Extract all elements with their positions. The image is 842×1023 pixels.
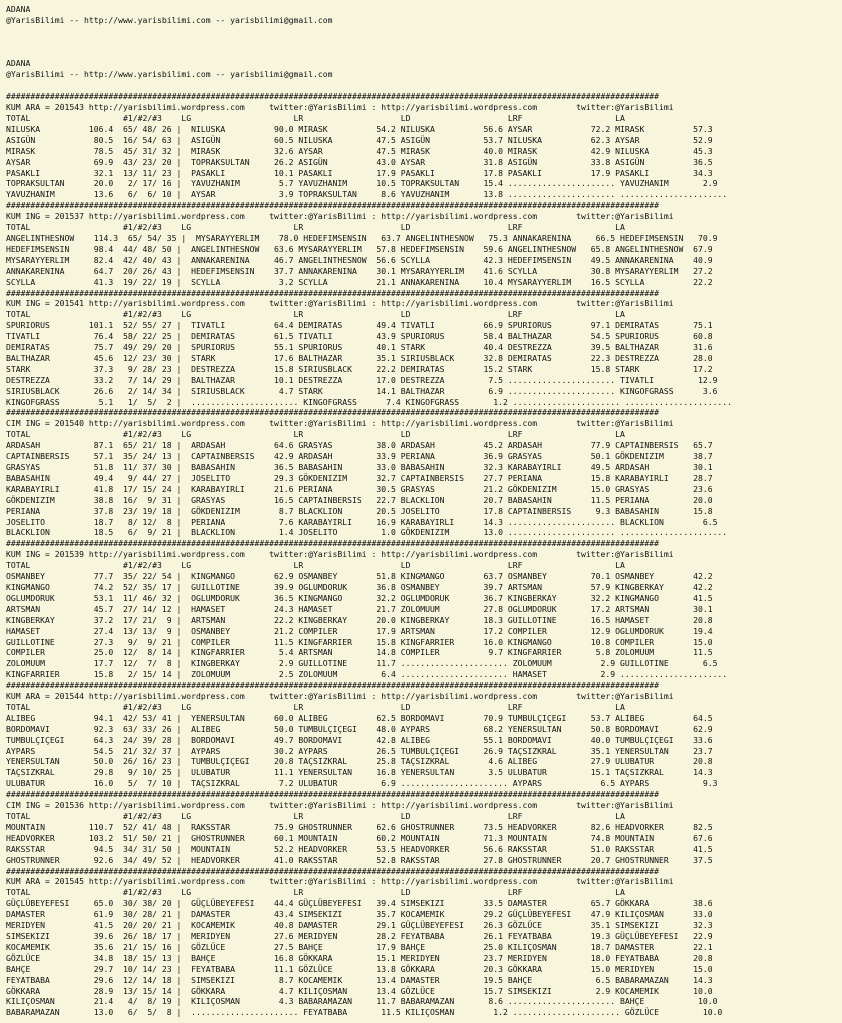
table-row: MERIDYEN 41.5 20/ 20/ 21 | KOCAMEMIK 40.8 DAMASTER 29.1 GÜÇLÜBEYEFESI 26.3 GÖZLÜCE 35.1 SIMSEKIZI 32.3 (6, 920, 713, 931)
table-row: COMPILER 25.0 12/ 8/ 14 | KINGFARRIER 5.4 ARTSMAN 14.8 COMPILER 9.7 KINGFARRIER 5.8 ZOLOMUUM 11.5 (6, 647, 713, 658)
table-header-row: TOTAL #1/#2/#3 LG LR LD LRF LA (6, 811, 625, 821)
table-row: GUILLOTINE 27.3 9/ 9/ 21 | COMPILER 11.5 KINGFARRIER 15.8 KINGFARRIER 16.0 KINGMANGO 10.8 COMPILER 15.0 (6, 636, 713, 647)
table-row: ZOLOMUUM 17.7 12/ 7/ 8 | KINGBERKAY 2.9 GUILLOTINE 11.7 ...................... ZOLOMUUM 2.9 GUILLOTINE 6.5 (6, 658, 718, 669)
table-row: TAÇSIZKRAL 29.8 9/ 10/ 25 | ULUBATUR 11.1 YENERSULTAN 16.8 YENERSULTAN 3.5 ULUBATUR 15.1 TAÇSIZKRAL 14.3 (6, 767, 713, 778)
table-row: KARABAYIRLI 41.8 17/ 15/ 24 | KARABAYIRLI 21.6 PERIANA 30.5 GRASYAS 21.2 GÖKDENIZIM 15.0 GRASYAS 23.6 (6, 483, 713, 494)
table-row: ARTSMAN 45.7 27/ 14/ 12 | HAMASET 24.3 HAMASET 21.7 ZOLOMUUM 27.8 OGLUMDORUK 17.2 ARTSMAN 30.1 (6, 603, 713, 614)
table-row: YAVUZHANIM 13.6 6/ 6/ 10 | AYSAR 3.9 TOPRAKSULTAN 8.6 YAVUZHANIM 13.8 ...................... ...................... (6, 189, 728, 200)
table-header-row: TOTAL #1/#2/#3 LG LR LD LRF LA (6, 887, 625, 898)
header-contact: @YarisBilimi -- http://www.yarisbilimi.com -- yarisbilimi@gmail.com (6, 14, 333, 25)
spacer (6, 26, 836, 37)
race-block-title: KUM ARA = 201543 http://yarisbilimi.wordpress.com twitter:@YarisBilimi : http://yarisbilimi.wordpress.com twitter:@YarisBilimi (6, 102, 674, 113)
table-row: HEADVORKER 103.2 51/ 50/ 21 | GHOSTRUNNER 60.1 MOUNTAIN 60.2 MOUNTAIN 71.3 MOUNTAIN 74.8 MOUNTAIN 67.6 (6, 832, 713, 843)
table-row: AYSAR 69.9 43/ 23/ 20 | TOPRAKSULTAN 26.2 ASIGÜN 43.0 AYSAR 31.8 ASIGÜN 33.8 ASIGÜN 36.5 (6, 156, 713, 167)
table-row: GÖZLÜCE 34.8 18/ 15/ 13 | BAHÇE 16.8 GÖKKARA 15.1 MERIDYEN 23.7 MERIDYEN 18.0 FEYATBABA 20.8 (6, 952, 713, 963)
table-row: OGLUMDORUK 53.1 11/ 46/ 32 | OGLUMDORUK 36.5 KINGMANGO 32.2 OGLUMDORUK 36.7 KINGBERKAY 32.2 KINGMANGO 41.5 (6, 592, 713, 603)
table-row: KINGOFGRASS 5.1 1/ 5/ 2 | ...................... KINGOFGRASS 7.4 KINGOFGRASS 1.2 ...................... ...................... (6, 396, 733, 407)
table-row: BORDOMAVI 92.3 63/ 33/ 26 | ALIBEG 50.0 TUMBULÇIÇEGI 48.0 AYPARS 68.2 YENERSULTAN 50.8 BORDOMAVI 62.9 (6, 723, 713, 734)
table-row: ARDASAH 87.1 65/ 21/ 18 | ARDASAH 64.6 GRASYAS 38.0 ARDASAH 45.2 ARDASAH 77.9 CAPTAINBERSIS 65.7 (6, 440, 713, 451)
table-row: MYSARAYYERLIM 82.4 42/ 40/ 43 | ANNAKARENINA 46.7 ANGELINTHESNOW 56.6 SCYLLA 42.3 HEDEFIMSENSIN 49.5 ANNAKARENINA 40.9 (6, 254, 713, 265)
race-block-title: KUM ARA = 201544 http://yarisbilimi.wordpress.com twitter:@YarisBilimi : http://yarisbilimi.wordpress.com twitter:@YarisBilimi (6, 691, 674, 702)
spacer (6, 48, 836, 59)
table-row: ANNAKARENINA 64.7 20/ 26/ 43 | HEDEFIMSENSIN 37.7 ANNAKARENINA 30.1 MYSARAYYERLIM 41.6 SCYLLA 30.8 MYSARAYYERLIM 27.2 (6, 265, 713, 276)
table-row: SIRIUSBLACK 26.6 2/ 14/ 34 | SIRIUSBLACK 4.7 STARK 14.1 BALTHAZAR 6.9 ...................... KINGOFGRASS 3.6 (6, 385, 718, 396)
spacer (6, 37, 836, 48)
table-row: GÖKDENIZIM 38.8 16/ 9/ 31 | GRASYAS 16.5 CAPTAINBERSIS 22.7 BLACKLION 20.7 BABASAHIN 11.5 PERIANA 20.0 (6, 494, 713, 505)
table-row: BAHÇE 29.7 10/ 14/ 23 | FEYATBABA 11.1 GÖZLÜCE 13.8 GÖKKARA 20.3 GÖKKARA 15.0 MERIDYEN 15.0 (6, 963, 713, 974)
table-row: ULUBATUR 16.0 5/ 7/ 10 | TAÇSIZKRAL 7.2 ULUBATUR 6.9 ...................... AYPARS 6.5 AYPARS 9.3 (6, 778, 718, 789)
separator-line: ###################################################################################################################################### (6, 200, 659, 211)
table-row: GÜÇLÜBEYEFESI 65.0 30/ 38/ 20 | GÜÇLÜBEYEFESI 44.4 GÜÇLÜBEYEFESI 39.4 SIMSEKIZI 33.5 DAMASTER 65.7 GÖKKARA 38.6 (6, 898, 713, 909)
table-header-row: TOTAL #1/#2/#3 LG LR LD LRF LA (6, 701, 625, 712)
table-row: OSMANBEY 77.7 35/ 22/ 54 | KINGMANGO 62.9 OSMANBEY 51.8 KINGMANGO 63.7 OSMANBEY 70.1 OSMANBEY 42.2 (6, 571, 713, 582)
race-block-title: KUM ARA = 201545 http://yarisbilimi.wordpress.com twitter:@YarisBilimi : http://yarisbilimi.wordpress.com twitter:@YarisBilimi (6, 876, 674, 887)
race-block-title: CIM ING = 201540 http://yarisbilimi.wordpress.com twitter:@YarisBilimi : http://yarisbilimi.wordpress.com twitter:@YarisBilimi (6, 418, 674, 429)
table-row: SCYLLA 41.3 19/ 22/ 19 | SCYLLA 3.2 SCYLLA 21.1 ANNAKARENINA 10.4 MYSARAYYERLIM 16.5 SCYLLA 22.2 (6, 276, 713, 287)
table-row: KINGFARRIER 15.8 2/ 15/ 14 | ZOLOMUUM 2.5 ZOLOMUUM 6.4 ...................... HAMASET 2.9 ...................... (6, 669, 728, 680)
table-row: BLACKLION 18.5 6/ 9/ 21 | BLACKLION 1.4 JOSELITO 1.0 GÖKDENIZIM 13.0 ...................... ...................... (6, 527, 728, 538)
separator-line: ###################################################################################################################################### (6, 538, 659, 549)
table-row: RAKSSTAR 94.5 34/ 31/ 50 | MOUNTAIN 52.2 HEADVORKER 53.5 HEADVORKER 56.6 RAKSSTAR 51.0 RAKSSTAR 41.5 (6, 843, 713, 854)
table-row: CAPTAINBERSIS 57.1 35/ 24/ 13 | CAPTAINBERSIS 42.9 ARDASAH 33.9 PERIANA 36.9 GRASYAS 50.1 GÖKDENIZIM 38.7 (6, 451, 713, 462)
table-row: AYPARS 54.5 21/ 32/ 37 | AYPARS 30.2 AYPARS 26.5 TUMBULÇIÇEGI 26.9 TAÇSIZKRAL 35.1 YENERSULTAN 23.7 (6, 745, 713, 756)
table-row: ALIBEG 94.1 42/ 53/ 41 | YENERSULTAN 60.0 ALIBEG 62.5 BORDOMAVI 70.9 TUMBULÇIÇEGI 53.7 ALIBEG 64.5 (6, 712, 713, 723)
table-header-row: TOTAL #1/#2/#3 LG LR LD LRF LA (6, 113, 625, 123)
header-city-repeat: ADANA (6, 58, 31, 69)
race-block-title: KUM ING = 201541 http://yarisbilimi.wordpress.com twitter:@YarisBilimi : http://yarisbilimi.wordpress.com twitter:@YarisBilimi (6, 298, 674, 309)
spacer (6, 80, 836, 91)
table-row: TOPRAKSULTAN 20.0 2/ 17/ 16 | YAVUZHANIM 5.7 YAVUZHANIM 10.5 TOPRAKSULTAN 15.4 ...................... YAVUZHANIM 2.9 (6, 178, 718, 189)
table-row: DAMASTER 61.9 30/ 28/ 21 | DAMASTER 43.4 SIMSEKIZI 35.7 KOCAMEMIK 29.2 GÜÇLÜBEYEFESI 47.9 KILIÇOSMAN 33.0 (6, 909, 713, 920)
table-row: DESTREZZA 33.2 7/ 14/ 29 | BALTHAZAR 10.1 DESTREZZA 17.0 DESTREZZA 7.5 ...................... TIVATLI 12.9 (6, 374, 718, 385)
table-row: MIRASK 78.5 45/ 31/ 32 | MIRASK 32.6 AYSAR 47.5 MIRASK 40.0 MIRASK 42.9 NILUSKA 45.3 (6, 145, 713, 156)
table-row: MOUNTAIN 110.7 52/ 41/ 48 | RAKSSTAR 75.9 GHOSTRUNNER 62.6 GHOSTRUNNER 73.5 HEADVORKER 82.6 HEADVORKER 82.5 (6, 821, 713, 832)
table-row: GRASYAS 51.8 11/ 37/ 30 | BABASAHIN 36.5 BABASAHIN 33.0 BABASAHIN 32.3 KARABAYIRLI 49.5 ARDASAH 30.1 (6, 462, 713, 472)
separator-line: ###################################################################################################################################### (6, 91, 659, 102)
table-row: KILIÇOSMAN 21.4 4/ 8/ 19 | KILIÇOSMAN 4.3 BABARAMAZAN 11.7 BABARAMAZAN 8.6 ...................... BAHÇE 10.0 (6, 996, 718, 1007)
table-header-row: TOTAL #1/#2/#3 LG LR LD LRF LA (6, 309, 625, 320)
table-header-row: TOTAL #1/#2/#3 LG LR LD LRF LA (6, 560, 625, 571)
race-block-title: KUM ING = 201539 http://yarisbilimi.wordpress.com twitter:@YarisBilimi : http://yarisbilimi.wordpress.com twitter:@YarisBilimi (6, 549, 674, 560)
table-row: DEMIRATAS 75.7 49/ 29/ 20 | SPURIORUS 55.1 SPURIORUS 40.1 STARK 40.4 DESTREZZA 39.5 BALTHAZAR 31.6 (6, 342, 713, 353)
separator-line: ###################################################################################################################################### (6, 865, 659, 876)
race-block-title: KUM ING = 201537 http://yarisbilimi.wordpress.com twitter:@YarisBilimi : http://yarisbilimi.wordpress.com twitter:@YarisBilimi (6, 211, 674, 222)
table-row: HAMASET 27.4 13/ 13/ 9 | OSMANBEY 21.2 COMPILER 17.9 ARTSMAN 17.2 COMPILER 12.9 OGLUMDORUK 19.4 (6, 625, 713, 636)
table-row: KOCAMEMIK 35.6 21/ 15/ 16 | GÖZLÜCE 27.5 BAHÇE 17.9 BAHÇE 25.0 KILIÇOSMAN 18.7 DAMASTER 22.1 (6, 941, 713, 952)
header-city: ADANA (6, 4, 31, 14)
table-row: SIMSEKIZI 39.6 26/ 18/ 17 | MERIDYEN 27.6 MERIDYEN 28.2 FEYATBABA 26.1 FEYATBABA 19.3 GÜÇLÜBEYEFESI 22.9 (6, 930, 713, 941)
table-row: TUMBULÇIÇEGI 64.3 24/ 39/ 28 | BORDOMAVI 49.7 BORDOMAVI 42.8 ALIBEG 55.1 BORDOMAVI 40.0 TUMBULÇIÇEGI 33.6 (6, 734, 713, 745)
table-row: HEDEFIMSENSIN 98.4 44/ 48/ 50 | ANGELINTHESNOW 63.6 MYSARAYYERLIM 57.8 HEDEFIMSENSIN 59.6 ANGELINTHESNOW 65.8 ANGELINTHESNOW 67.9 (6, 243, 713, 254)
table-row: BABARAMAZAN 13.0 6/ 5/ 8 | ...................... FEYATBABA 11.5 KILIÇOSMAN 1.2 ...................... GÖZLÜCE 10.0 (6, 1007, 723, 1018)
table-row: PERIANA 37.8 23/ 19/ 18 | GÖKDENIZIM 8.7 BLACKLION 20.5 JOSELITO 17.8 CAPTAINBERSIS 9.3 BABASAHIN 15.8 (6, 505, 713, 516)
table-row: JOSELITO 18.7 8/ 12/ 8 | PERIANA 7.6 KARABAYIRLI 16.9 KARABAYIRLI 14.3 ...................... BLACKLION 6.5 (6, 516, 718, 527)
table-header-row: TOTAL #1/#2/#3 LG LR LD LRF LA (6, 429, 625, 440)
table-row: STARK 37.3 9/ 28/ 23 | DESTREZZA 15.8 SIRIUSBLACK 22.2 DEMIRATAS 15.2 STARK 15.8 STARK 17.2 (6, 363, 713, 374)
table-row: GHOSTRUNNER 92.6 34/ 49/ 52 | HEADVORKER 41.0 RAKSSTAR 52.8 RAKSSTAR 27.8 GHOSTRUNNER 20.7 GHOSTRUNNER 37.5 (6, 854, 713, 865)
table-row: SPURIORUS 101.1 52/ 55/ 27 | TIVATLI 64.4 DEMIRATAS 49.4 TIVATLI 66.9 SPURIORUS 97.1 DEMIRATAS 75.1 (6, 320, 713, 331)
table-row: GÖKKARA 28.9 13/ 15/ 14 | GÖKKARA 4.7 KILIÇOSMAN 13.4 GÖZLÜCE 15.7 SIMSEKIZI 2.9 KOCAMEMIK 10.0 (6, 985, 713, 996)
race-blocks (6, 91, 836, 1018)
race-block-title: CIM ING = 201536 http://yarisbilimi.wordpress.com twitter:@YarisBilimi : http://yarisbilimi.wordpress.com twitter:@YarisBilimi (6, 800, 674, 811)
table-row: TIVATLI 76.4 58/ 22/ 25 | DEMIRATAS 61.5 TIVATLI 43.9 SPURIORUS 58.4 BALTHAZAR 54.5 SPURIORUS 60.8 (6, 331, 713, 342)
table-row: ASIGÜN 80.5 16/ 54/ 63 | ASIGÜN 60.5 NILUSKA 47.5 ASIGÜN 53.7 NILUSKA 62.3 AYSAR 52.9 (6, 134, 713, 145)
table-row: FEYATBABA 29.6 12/ 14/ 18 | SIMSEKIZI 8.7 KOCAMEMIK 13.4 DAMASTER 19.5 BAHÇE 6.5 BABARAMAZAN 14.3 (6, 974, 713, 985)
table-row: NILUSKA 106.4 65/ 48/ 26 | NILUSKA 90.0 MIRASK 54.2 NILUSKA 56.6 AYSAR 72.2 MIRASK 57.3 (6, 123, 713, 134)
table-row: YENERSULTAN 50.0 26/ 16/ 23 | TUMBULÇIÇEGI 20.8 TAÇSIZKRAL 25.8 TAÇSIZKRAL 4.6 ALIBEG 27.9 ULUBATUR 20.8 (6, 756, 713, 767)
separator-line: ###################################################################################################################################### (6, 680, 659, 691)
table-row: KINGMANGO 74.2 52/ 35/ 17 | GUILLOTINE 39.9 OGLUMDORUK 36.8 OSMANBEY 39.7 ARTSMAN 57.9 KINGBERKAY 42.2 (6, 581, 713, 592)
table-row: BABASAHIN 49.4 9/ 44/ 27 | JOSELITO 29.3 GÖKDENIZIM 32.7 CAPTAINBERSIS 27.7 PERIANA 15.8 KARABAYIRLI 28.7 (6, 472, 713, 483)
separator-line: ###################################################################################################################################### (6, 287, 659, 298)
table-row: BALTHAZAR 45.6 12/ 23/ 30 | STARK 17.6 BALTHAZAR 35.1 SIRIUSBLACK 32.8 DEMIRATAS 22.3 DESTREZZA 28.0 (6, 352, 713, 363)
header-contact-repeat: @YarisBilimi -- http://www.yarisbilimi.com -- yarisbilimi@gmail.com (6, 69, 333, 80)
separator-line: ###################################################################################################################################### (6, 407, 659, 418)
table-row: ANGELINTHESNOW 114.3 65/ 54/ 35 | MYSARAYYERLIM 78.0 HEDEFIMSENSIN 63.7 ANGELINTHESNOW 75.3 ANNAKARENINA 66.5 HEDEFIMSENSIN 70.9 (6, 232, 718, 243)
table-row: PASAKLI 32.1 13/ 11/ 23 | PASAKLI 10.1 PASAKLI 17.9 PASAKLI 17.8 PASAKLI 17.9 PASAKLI 34.3 (6, 167, 713, 178)
separator-line: ###################################################################################################################################### (6, 789, 659, 800)
table-row: KINGBERKAY 37.2 17/ 21/ 9 | ARTSMAN 22.2 KINGBERKAY 20.0 KINGBERKAY 18.3 GUILLOTINE 16.5 HAMASET 20.8 (6, 614, 713, 625)
table-header-row: TOTAL #1/#2/#3 LG LR LD LRF LA (6, 222, 625, 233)
